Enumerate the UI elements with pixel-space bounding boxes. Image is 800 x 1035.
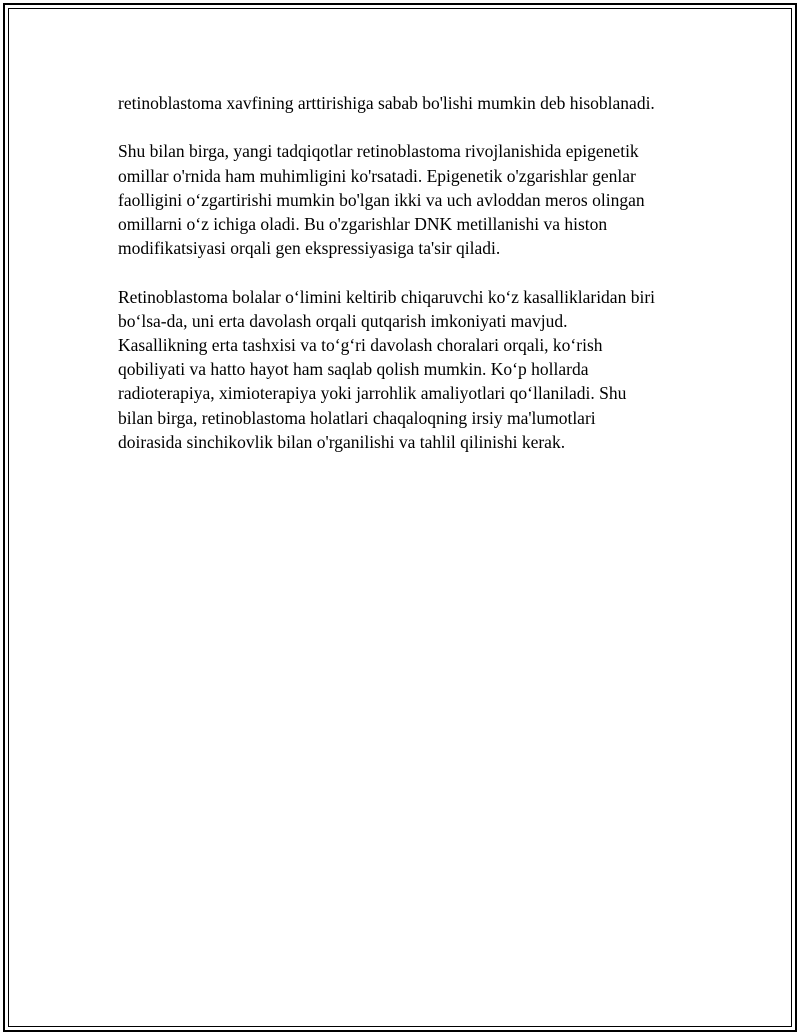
text-line: qobiliyati va hatto hayot ham saqlab qolish mumkin. Ko‘p hollarda — [118, 359, 589, 380]
text-line: doirasida sinchikovlik bilan o'rganilishi va tahlil qilinishi kerak. — [118, 431, 566, 452]
paragraph-3 — [118, 285, 708, 454]
paragraph-2 — [118, 139, 708, 260]
text-line: omillarni o‘z ichiga oladi. Bu o'zgarishlar DNK metillanishi va histon — [118, 214, 608, 234]
document-body — [118, 91, 708, 478]
text-line: omillar o'rnida ham muhimligini ko'rsatadi. Epigenetik o'zgarishlar genlar — [118, 165, 636, 186]
text-line: bo‘lsa-da, uni erta davolash orqali qutqarish imkoniyati mavjud. — [118, 310, 568, 331]
text-line: Shu bilan birga, yangi tadqiqotlar retinoblastoma rivojlanishida epigenetik — [118, 141, 639, 162]
text-line: Retinoblastoma bolalar o‘limini keltirib chiqaruvchi ko‘z kasalliklaridan biri — [118, 286, 656, 307]
paragraph-1 — [118, 91, 708, 115]
text-line: faolligini o‘zgartirishi mumkin bo'lgan ikki va uch avloddan meros olingan — [118, 189, 645, 210]
text-line: retinoblastoma xavfining arttirishiga sabab bo'lishi mumkin deb hisoblanadi. — [118, 93, 655, 113]
text-line: modifikatsiyasi orqali gen ekspressiyasiga ta'sir qiladi. — [118, 238, 501, 259]
text-line: bilan birga, retinoblastoma holatlari chaqaloqning irsiy ma'lumotlari — [118, 407, 596, 428]
text-line: radioterapiya, ximioterapiya yoki jarrohlik amaliyotlari qo‘llaniladi. Shu — [118, 383, 627, 404]
text-line: Kasallikning erta tashxisi va to‘g‘ri davolash choralari orqali, ko‘rish — [118, 335, 603, 355]
